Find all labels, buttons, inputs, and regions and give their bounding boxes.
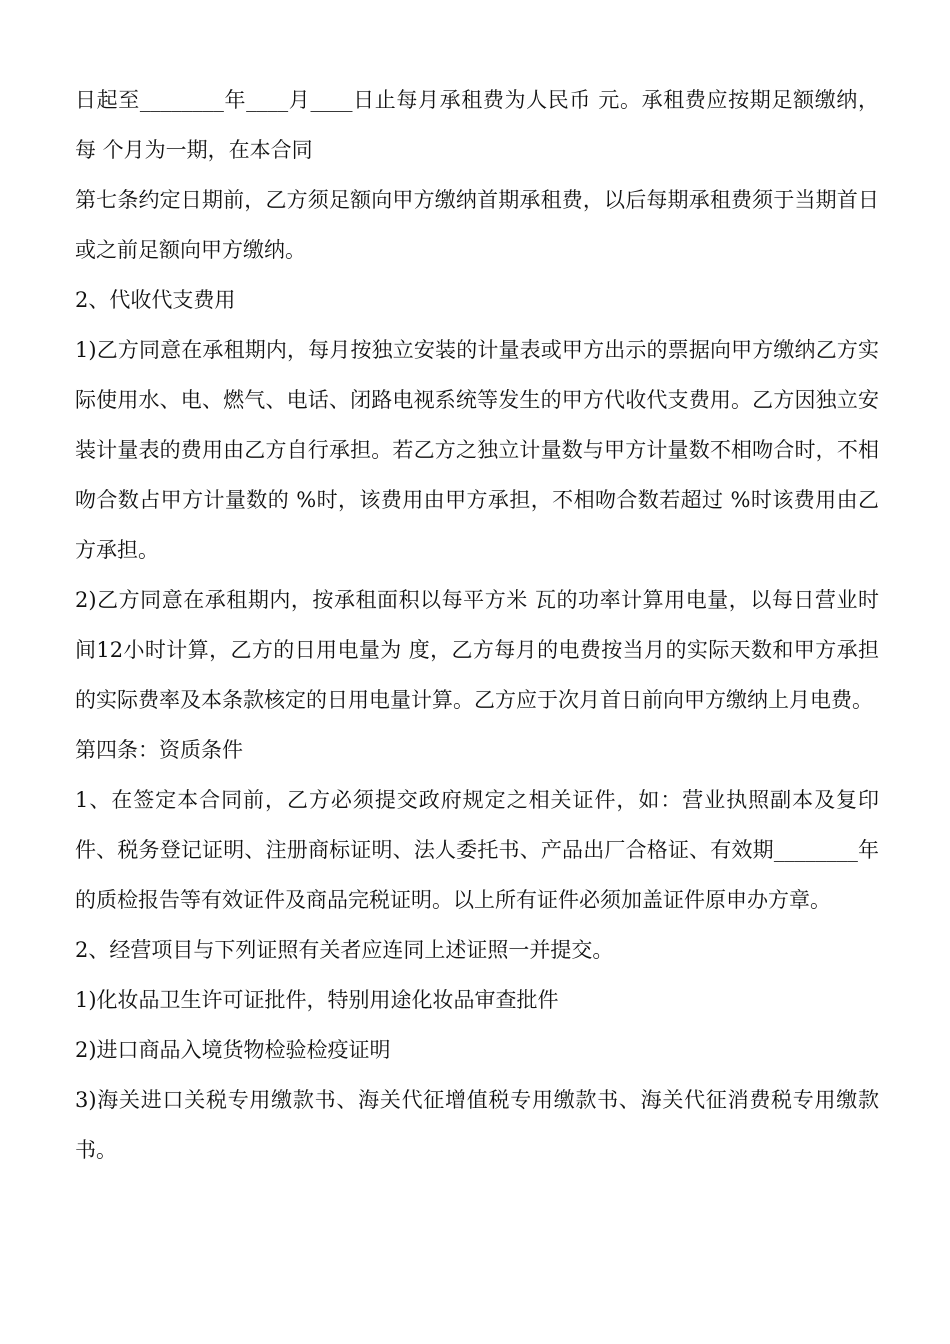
paragraph-related-licenses: 2、经营项目与下列证照有关者应连同上述证照一并提交。 — [75, 938, 614, 962]
paragraph-certificates: 1、在签定本合同前，乙方必须提交政府规定之相关证件，如：营业执照副本及复印件、税务登记证明、注册商标证明、法人委托书、产品出厂合格证、有效期________年的质检报告等有效证件及商品完税证明。以上所有证件必须加盖证件原申办方章。 — [75, 788, 879, 912]
document-page — [75, 75, 879, 1175]
heading-collection-fees: 2、代收代支费用 — [75, 288, 236, 312]
paragraph-rent-period: 日起至________年____月____日止每月承租费为人民币 元。承租费应按期足额缴纳，每 个月为一期，在本合同 — [75, 88, 879, 162]
list-item-customs-receipts: 3)海关进口关税专用缴款书、海关代征增值税专用缴款书、海关代征消费税专用缴款书。 — [75, 1088, 879, 1162]
heading-article-four: 第四条：资质条件 — [75, 738, 243, 762]
paragraph-electricity: 2)乙方同意在承租期内，按承租面积以每平方米 瓦的功率计算用电量，以每日营业时间12小时计算，乙方的日用电量为 度，乙方每月的电费按当月的实际天数和甲方承担的实际费率及本条款核定的日用电量计算。乙方应于次月首日前向甲方缴纳上月电费。 — [75, 588, 879, 712]
list-item-cosmetics-permit: 1)化妆品卫生许可证批件，特别用途化妆品审查批件 — [75, 988, 559, 1012]
paragraph-metered-fees: 1)乙方同意在承租期内，每月按独立安装的计量表或甲方出示的票据向甲方缴纳乙方实际使用水、电、燃气、电话、闭路电视系统等发生的甲方代收代支费用。乙方因独立安装计量表的费用由乙方自行承担。若乙方之独立计量数与甲方计量数不相吻合时，不相吻合数占甲方计量数的 %时，该费用由甲方承担，不相吻合数若超过 %时该费用由乙方承担。 — [75, 338, 879, 562]
paragraph-first-payment: 第七条约定日期前，乙方须足额向甲方缴纳首期承租费，以后每期承租费须于当期首日或之前足额向甲方缴纳。 — [75, 188, 879, 262]
list-item-import-inspection: 2)进口商品入境货物检验检疫证明 — [75, 1038, 391, 1062]
